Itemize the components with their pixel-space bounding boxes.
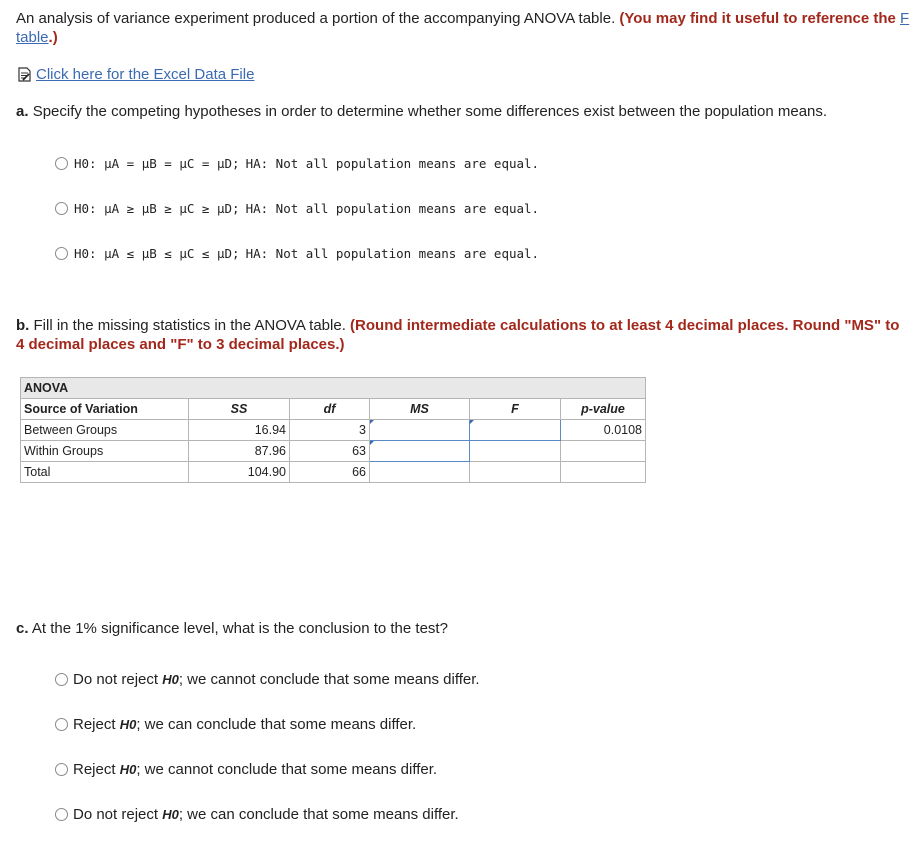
- part-a-option-3[interactable]: [55, 246, 539, 261]
- header-ss: SS: [189, 399, 290, 420]
- part-a-prompt: Specify the competing hypotheses in order to determine whether some differences exist between the population means.: [32, 103, 828, 120]
- p-value-cell: [561, 462, 646, 483]
- ss-cell: 87.96: [189, 441, 290, 462]
- part-c-question: [16, 619, 448, 638]
- part-a-label: a.: [16, 103, 29, 120]
- part-c-option-4[interactable]: [55, 806, 459, 823]
- header-source: Source of Variation: [21, 399, 189, 420]
- df-cell: 63: [290, 441, 370, 462]
- p-value-cell: [561, 441, 646, 462]
- hypothesis-ha: HA: Not all population means are equal.: [245, 201, 540, 216]
- option-text: Do not reject H0; we cannot conclude that some means differ.: [73, 671, 480, 688]
- option-text: Reject H0; we can conclude that some means differ.: [73, 716, 417, 733]
- ms-within-input[interactable]: [370, 441, 470, 462]
- ss-cell: 104.90: [189, 462, 290, 483]
- f-cell: [470, 441, 561, 462]
- header-f: F: [470, 399, 561, 420]
- part-b-question: [16, 316, 906, 354]
- part-a-option-2[interactable]: [55, 201, 539, 216]
- excel-file-icon: [17, 67, 32, 82]
- ss-cell: 16.94: [189, 420, 290, 441]
- p-value-cell: 0.0108: [561, 420, 646, 441]
- ms-between-input[interactable]: [370, 420, 470, 441]
- anova-title: ANOVA: [21, 378, 646, 399]
- option-text: Reject H0; we cannot conclude that some means differ.: [73, 761, 438, 778]
- table-row-between: [21, 420, 646, 441]
- header-p-value: p-value: [561, 399, 646, 420]
- part-c-label: c.: [16, 620, 29, 637]
- part-b-instruction: (Round intermediate calculations to at least 4 decimal places. Round "MS" to 4 decimal places and "F" to 3 decimal places.): [16, 317, 900, 353]
- f-cell: [470, 462, 561, 483]
- hypothesis-h0: H0: μA ≤ μB ≤ μC ≤ μD;: [74, 246, 240, 261]
- excel-data-link[interactable]: Click here for the Excel Data File: [36, 66, 255, 83]
- part-c-option-3[interactable]: [55, 761, 437, 778]
- excel-data-link-row[interactable]: [17, 66, 254, 83]
- f-table-link[interactable]: F table: [16, 10, 910, 46]
- header-ms: MS: [370, 399, 470, 420]
- header-df: df: [290, 399, 370, 420]
- df-cell: 3: [290, 420, 370, 441]
- hypothesis-h0: H0: μA = μB = μC = μD;: [74, 156, 240, 171]
- table-row-total: [21, 462, 646, 483]
- option-text: Do not reject H0; we can conclude that some means differ.: [73, 806, 459, 823]
- hypothesis-ha: HA: Not all population means are equal.: [245, 246, 540, 261]
- intro-paragraph: [16, 9, 911, 47]
- radio-button[interactable]: [55, 808, 68, 821]
- ms-cell: [370, 462, 470, 483]
- radio-button[interactable]: [55, 157, 68, 170]
- radio-button[interactable]: [55, 763, 68, 776]
- part-b-label: b.: [16, 317, 30, 334]
- table-row-within: [21, 441, 646, 462]
- source-cell: Between Groups: [21, 420, 189, 441]
- f-between-input[interactable]: [470, 420, 561, 441]
- part-c-prompt: At the 1% significance level, what is the conclusion to the test?: [31, 620, 448, 637]
- intro-text: An analysis of variance experiment produced a portion of the accompanying ANOVA table.: [16, 10, 616, 27]
- part-c-option-2[interactable]: [55, 716, 416, 733]
- intro-hint-post: .): [48, 29, 58, 46]
- source-cell: Total: [21, 462, 189, 483]
- radio-button[interactable]: [55, 247, 68, 260]
- radio-button[interactable]: [55, 673, 68, 686]
- radio-button[interactable]: [55, 718, 68, 731]
- anova-table: [20, 377, 646, 483]
- part-a-question: [16, 102, 827, 121]
- df-cell: 66: [290, 462, 370, 483]
- hypothesis-h0: H0: μA ≥ μB ≥ μC ≥ μD;: [74, 201, 240, 216]
- hypothesis-ha: HA: Not all population means are equal.: [245, 156, 540, 171]
- intro-hint-pre: (You may find it useful to reference the: [619, 10, 896, 27]
- source-cell: Within Groups: [21, 441, 189, 462]
- part-a-option-1[interactable]: [55, 156, 539, 171]
- part-b-prompt: Fill in the missing statistics in the ANOVA table.: [33, 317, 346, 334]
- radio-button[interactable]: [55, 202, 68, 215]
- part-c-option-1[interactable]: [55, 671, 480, 688]
